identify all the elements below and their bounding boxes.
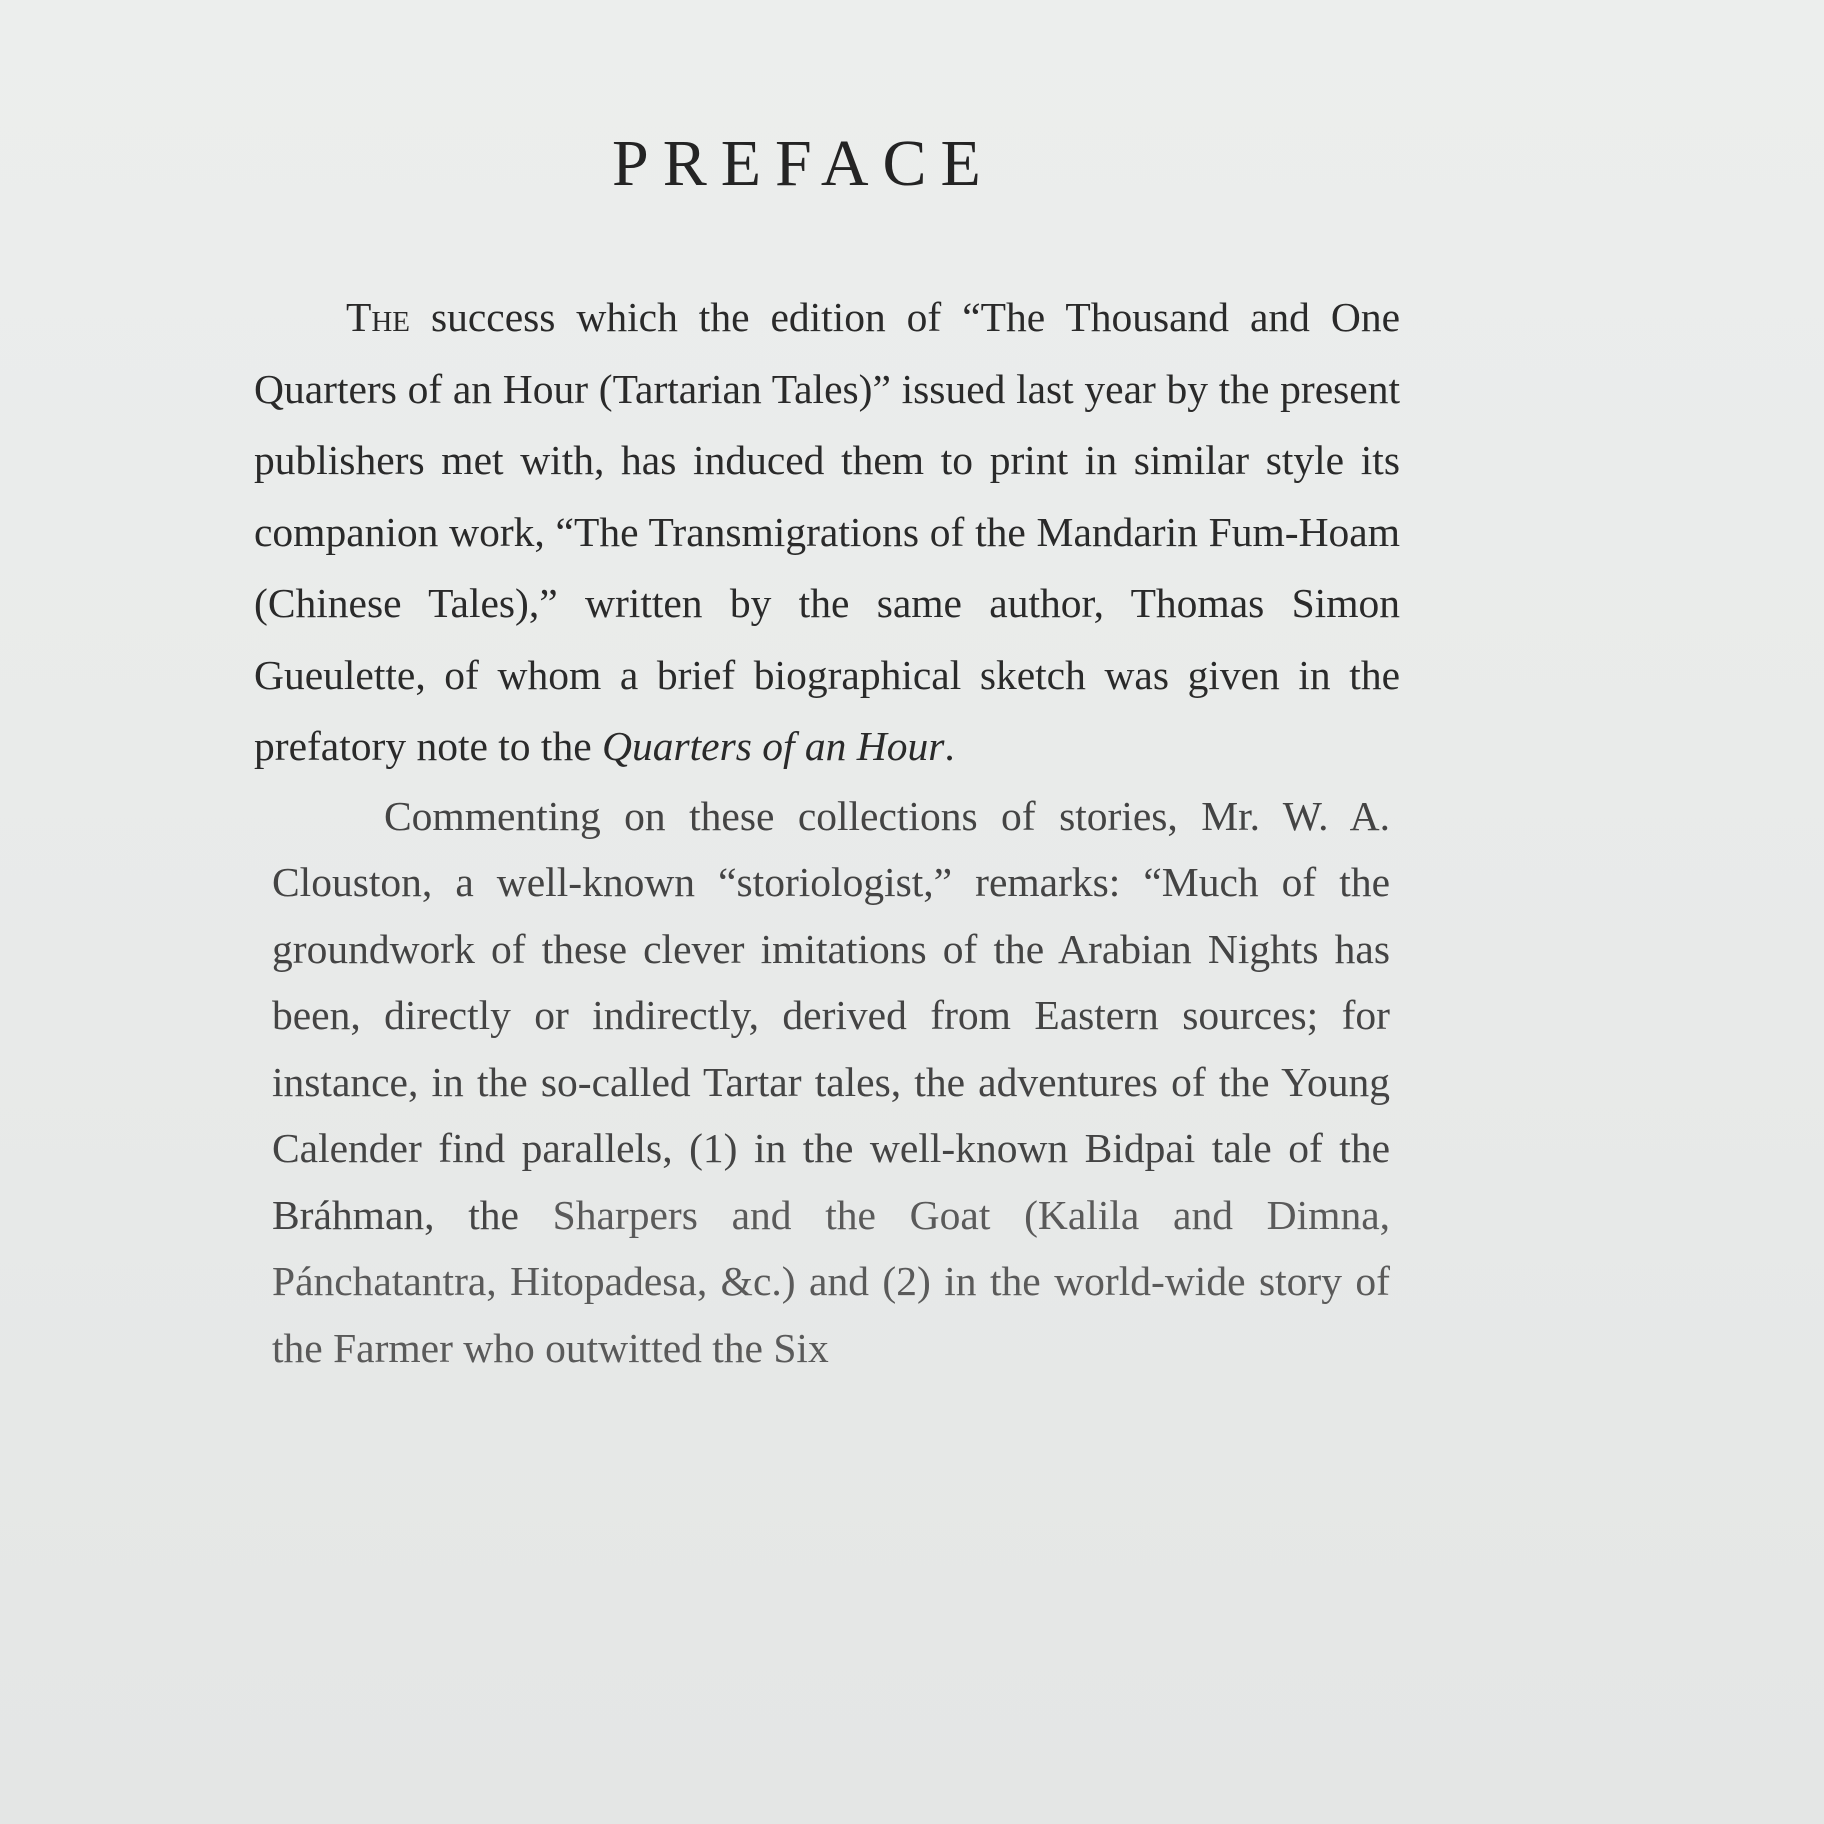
preface-body	[254, 282, 1400, 1381]
paragraph-2-text-b: Sharpers and the Goat (Kalila and Dimna, Pánchatantra, Hitopadesa, &c.) and (2) in the world-wide story of the Farmer who outwitted the Six	[272, 1191, 1391, 1371]
page-title: PREFACE	[612, 127, 995, 200]
paragraph-1	[254, 282, 1400, 783]
paragraph-2-text-a: Commenting on these collections of stories, Mr. W. A. Clouston, a well-known “storiologist,” remarks: “Much of the groundwork of these clever imitations of the Arabian Nights has been, directly or indirectly, derived from Eastern sources; for instance, in the so-called Tartar tales, the adventures of the Young Calender find parallels, (1) in the well-known Bidpai tale of the Bráhman, the	[272, 792, 1390, 1238]
lead-word: The	[346, 294, 411, 340]
paragraph-1-text: success which the edition of “The Thousand and One Quarters of an Hour (Tartarian Tales)” issued last year by the present publishers met with, has induced them to print in similar style its companion work, “The Transmigrations of the Mandarin Fum-Hoam (Chinese Tales),” written by the same author, Thomas Simon Gueulette, of whom a brief biographical sketch was given in the prefatory note to the	[254, 294, 1401, 769]
paragraph-2	[254, 783, 1390, 1382]
paragraph-1-end: .	[944, 723, 955, 769]
book-title-reference: Quarters of an Hour	[602, 723, 945, 769]
